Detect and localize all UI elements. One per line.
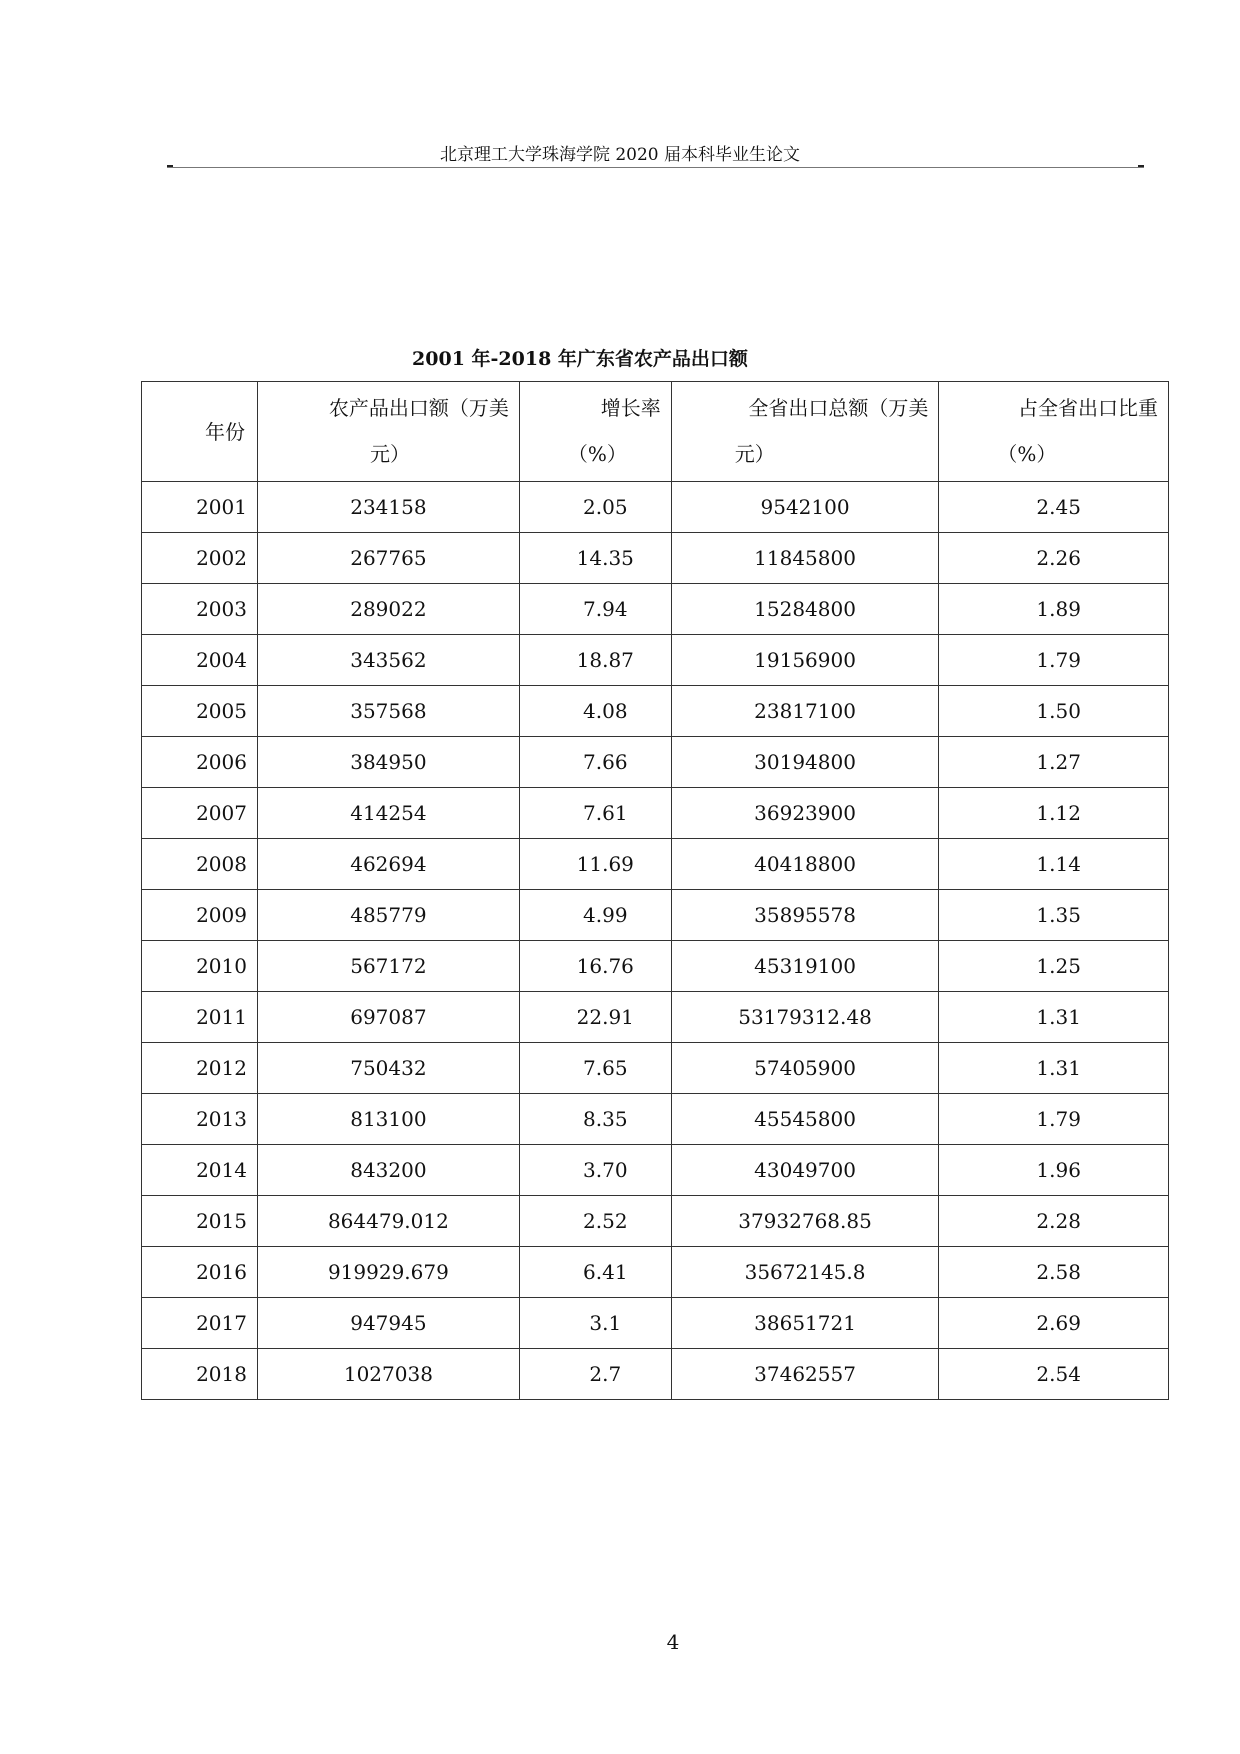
- table-cell: 1.96: [939, 1145, 1169, 1196]
- export-table: [141, 381, 1169, 1400]
- table-cell: 357568: [257, 686, 519, 737]
- header-divider-tick-right: [1138, 165, 1144, 167]
- table-cell: 6.41: [519, 1247, 671, 1298]
- table-cell: 2.26: [939, 533, 1169, 584]
- table-row: [142, 737, 1169, 788]
- table-cell: 53179312.48: [671, 992, 939, 1043]
- table-cell: 3.1: [519, 1298, 671, 1349]
- table-cell: 7.94: [519, 584, 671, 635]
- table-title: 2001 年-2018 年广东省农产品出口额: [412, 348, 748, 370]
- table-cell: 37462557: [671, 1349, 939, 1400]
- table-row: [142, 992, 1169, 1043]
- column-header-line2: （%）: [567, 442, 627, 466]
- table-cell: 1.31: [939, 1043, 1169, 1094]
- table-row: [142, 788, 1169, 839]
- table-cell: 485779: [257, 890, 519, 941]
- table-cell: 1.35: [939, 890, 1169, 941]
- column-header-line2: 元）: [734, 442, 775, 466]
- column-header-line2: 元）: [369, 442, 410, 466]
- table-cell: 2015: [142, 1196, 258, 1247]
- table-row: [142, 839, 1169, 890]
- table-cell: 267765: [257, 533, 519, 584]
- table-cell: 4.99: [519, 890, 671, 941]
- table-cell: 1027038: [257, 1349, 519, 1400]
- table-cell: 2.28: [939, 1196, 1169, 1247]
- table-cell: 2008: [142, 839, 258, 890]
- table-row: [142, 482, 1169, 533]
- table-header-row: [142, 382, 1169, 482]
- table-cell: 45545800: [671, 1094, 939, 1145]
- table-cell: 2017: [142, 1298, 258, 1349]
- table-cell: 2009: [142, 890, 258, 941]
- table-cell: 2002: [142, 533, 258, 584]
- table-cell: 11.69: [519, 839, 671, 890]
- table-cell: 1.79: [939, 1094, 1169, 1145]
- table-cell: 36923900: [671, 788, 939, 839]
- table-cell: 1.79: [939, 635, 1169, 686]
- table-cell: 2.05: [519, 482, 671, 533]
- table-cell: 2.58: [939, 1247, 1169, 1298]
- table-cell: 2.7: [519, 1349, 671, 1400]
- table-cell: 9542100: [671, 482, 939, 533]
- table-cell: 2010: [142, 941, 258, 992]
- table-body: [142, 482, 1169, 1400]
- table-cell: 813100: [257, 1094, 519, 1145]
- table-cell: 16.76: [519, 941, 671, 992]
- table-cell: 1.89: [939, 584, 1169, 635]
- table-cell: 843200: [257, 1145, 519, 1196]
- column-header: [939, 382, 1169, 482]
- table-cell: 567172: [257, 941, 519, 992]
- table-cell: 38651721: [671, 1298, 939, 1349]
- table-row: [142, 1247, 1169, 1298]
- table-cell: 2016: [142, 1247, 258, 1298]
- table-row: [142, 941, 1169, 992]
- column-header: [257, 382, 519, 482]
- table-cell: 2013: [142, 1094, 258, 1145]
- table-cell: 2006: [142, 737, 258, 788]
- table-cell: 919929.679: [257, 1247, 519, 1298]
- table-cell: 35672145.8: [671, 1247, 939, 1298]
- table-cell: 2007: [142, 788, 258, 839]
- table-cell: 414254: [257, 788, 519, 839]
- table-cell: 2014: [142, 1145, 258, 1196]
- table-cell: 462694: [257, 839, 519, 890]
- header-divider-tick-left: [167, 165, 173, 167]
- table-cell: 2012: [142, 1043, 258, 1094]
- table-row: [142, 1145, 1169, 1196]
- table-row: [142, 1094, 1169, 1145]
- table-cell: 7.66: [519, 737, 671, 788]
- table-cell: 57405900: [671, 1043, 939, 1094]
- table-row: [142, 1349, 1169, 1400]
- table-cell: 14.35: [519, 533, 671, 584]
- table-cell: 19156900: [671, 635, 939, 686]
- running-header: 北京理工大学珠海学院 2020 届本科毕业生论文: [439, 145, 801, 165]
- table-cell: 7.61: [519, 788, 671, 839]
- table-cell: 7.65: [519, 1043, 671, 1094]
- column-header: [142, 382, 258, 482]
- table-cell: 697087: [257, 992, 519, 1043]
- table-cell: 15284800: [671, 584, 939, 635]
- column-header-line1: 占全省出口比重: [1018, 396, 1158, 420]
- table-cell: 1.25: [939, 941, 1169, 992]
- table-row: [142, 1298, 1169, 1349]
- table-cell: 2004: [142, 635, 258, 686]
- table-cell: 8.35: [519, 1094, 671, 1145]
- table-cell: 22.91: [519, 992, 671, 1043]
- table-cell: 1.27: [939, 737, 1169, 788]
- table-cell: 3.70: [519, 1145, 671, 1196]
- table-cell: 18.87: [519, 635, 671, 686]
- table-cell: 2001: [142, 482, 258, 533]
- table-cell: 1.12: [939, 788, 1169, 839]
- table-row: [142, 1043, 1169, 1094]
- column-header-line1: 年份: [204, 420, 245, 444]
- table-cell: 43049700: [671, 1145, 939, 1196]
- table-cell: 1.50: [939, 686, 1169, 737]
- table-cell: 2.52: [519, 1196, 671, 1247]
- table-cell: 30194800: [671, 737, 939, 788]
- table-cell: 11845800: [671, 533, 939, 584]
- table-cell: 864479.012: [257, 1196, 519, 1247]
- table-row: [142, 686, 1169, 737]
- table-row: [142, 1196, 1169, 1247]
- table-cell: 2.54: [939, 1349, 1169, 1400]
- table-cell: 35895578: [671, 890, 939, 941]
- table-cell: 2.45: [939, 482, 1169, 533]
- table-cell: 2003: [142, 584, 258, 635]
- table-cell: 384950: [257, 737, 519, 788]
- table-cell: 37932768.85: [671, 1196, 939, 1247]
- column-header-line1: 农产品出口额（万美: [328, 396, 509, 420]
- table-row: [142, 584, 1169, 635]
- table-cell: 2011: [142, 992, 258, 1043]
- table-cell: 4.08: [519, 686, 671, 737]
- table-cell: 2.69: [939, 1298, 1169, 1349]
- table-cell: 234158: [257, 482, 519, 533]
- table-cell: 23817100: [671, 686, 939, 737]
- table-cell: 289022: [257, 584, 519, 635]
- table-cell: 750432: [257, 1043, 519, 1094]
- table-cell: 947945: [257, 1298, 519, 1349]
- column-header: [671, 382, 939, 482]
- table-row: [142, 533, 1169, 584]
- table-cell: 40418800: [671, 839, 939, 890]
- table-cell: 343562: [257, 635, 519, 686]
- page-number: 4: [666, 1630, 680, 1654]
- table-cell: 1.31: [939, 992, 1169, 1043]
- table-row: [142, 890, 1169, 941]
- table-cell: 45319100: [671, 941, 939, 992]
- column-header-line1: 全省出口总额（万美: [748, 396, 929, 420]
- column-header-line2: （%）: [997, 442, 1057, 466]
- table-cell: 2005: [142, 686, 258, 737]
- column-header-line1: 增长率: [600, 396, 661, 420]
- table-cell: 2018: [142, 1349, 258, 1400]
- header-divider: [167, 167, 1144, 168]
- table-cell: 1.14: [939, 839, 1169, 890]
- column-header: [519, 382, 671, 482]
- table-row: [142, 635, 1169, 686]
